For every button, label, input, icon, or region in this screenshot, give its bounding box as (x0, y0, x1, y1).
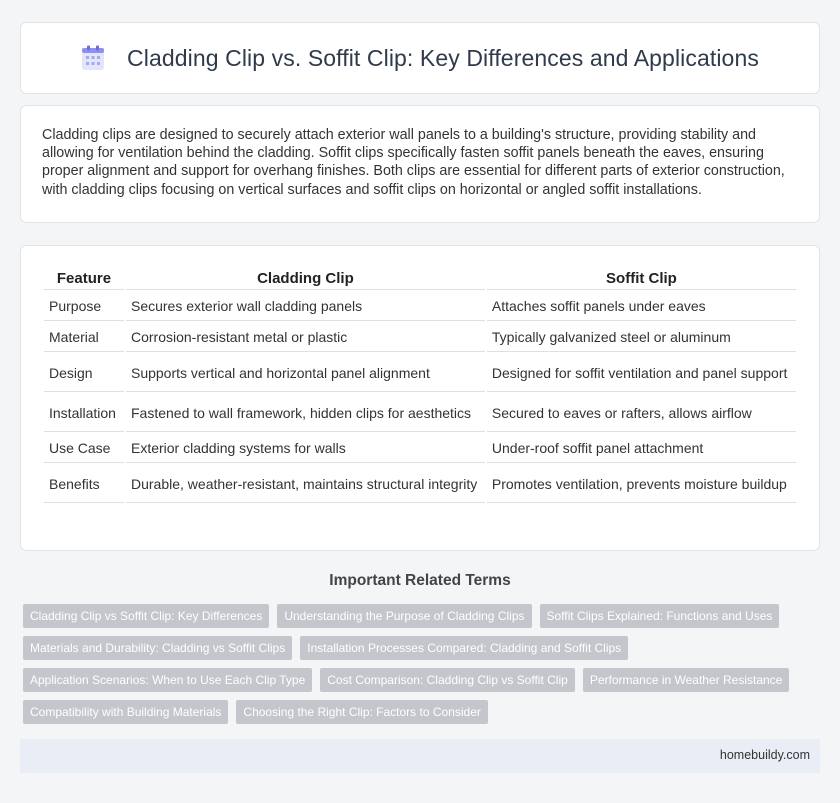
related-terms-title: Important Related Terms (329, 572, 511, 589)
table-cell-feature: Design (44, 354, 124, 392)
table-row (44, 354, 796, 392)
table-cell-soffit: Designed for soffit ventilation and panel support (487, 354, 796, 392)
comparison-card (20, 245, 820, 551)
related-term-tag[interactable]: Materials and Durability: Cladding vs Soffit Clips (23, 636, 292, 660)
table-cell-soffit: Attaches soffit panels under eaves (487, 292, 796, 321)
table-row (44, 465, 796, 503)
table-cell-cladding: Secures exterior wall cladding panels (126, 292, 485, 321)
intro-paragraph: Cladding clips are designed to securely attach exterior wall panels to a building's structure, providing stability and allowing for ventilation behind the cladding. Soffit clips specifically fasten soffit panels beneath the eaves, ensuring proper alignment and support for overhang finishes. Both clips are essential for different parts of exterior construction, with cladding clips focusing on vertical surfaces and soffit clips on horizontal or angled soffit installations. (42, 127, 785, 198)
related-term-tag[interactable]: Cladding Clip vs Soffit Clip: Key Differences (23, 604, 269, 628)
title-wrap (81, 45, 759, 72)
column-header-soffit: Soffit Clip (487, 268, 796, 290)
table-header-row (44, 268, 796, 290)
table-row (44, 434, 796, 463)
table-cell-cladding: Durable, weather-resistant, maintains structural integrity (126, 465, 485, 503)
comparison-table (42, 266, 798, 505)
table-cell-feature: Use Case (44, 434, 124, 463)
footer-site-link[interactable]: homebuildy.com (719, 748, 810, 762)
table-cell-soffit: Promotes ventilation, prevents moisture buildup (487, 465, 796, 503)
related-terms-list (23, 604, 803, 724)
header-card (20, 22, 820, 94)
building-icon (81, 45, 105, 71)
page-title: Cladding Clip vs. Soffit Clip: Key Differences and Applications (127, 44, 759, 71)
table-cell-soffit: Secured to eaves or rafters, allows airflow (487, 394, 796, 432)
related-term-tag[interactable]: Choosing the Right Clip: Factors to Consider (236, 700, 487, 724)
table-cell-feature: Material (44, 323, 124, 352)
column-header-cladding: Cladding Clip (126, 268, 485, 290)
table-cell-soffit: Typically galvanized steel or aluminum (487, 323, 796, 352)
table-cell-feature: Benefits (44, 465, 124, 503)
related-term-tag[interactable]: Cost Comparison: Cladding Clip vs Soffit Clip (320, 668, 575, 692)
footer (20, 739, 820, 773)
related-term-tag[interactable]: Compatibility with Building Materials (23, 700, 228, 724)
table-cell-feature: Installation (44, 394, 124, 432)
intro-card (20, 105, 820, 223)
table-cell-cladding: Supports vertical and horizontal panel alignment (126, 354, 485, 392)
table-cell-feature: Purpose (44, 292, 124, 321)
table-cell-cladding: Corrosion-resistant metal or plastic (126, 323, 485, 352)
table-cell-soffit: Under-roof soffit panel attachment (487, 434, 796, 463)
table-cell-cladding: Exterior cladding systems for walls (126, 434, 485, 463)
table-row (44, 323, 796, 352)
table-cell-cladding: Fastened to wall framework, hidden clips for aesthetics (126, 394, 485, 432)
column-header-feature: Feature (44, 268, 124, 290)
related-term-tag[interactable]: Performance in Weather Resistance (583, 668, 790, 692)
table-row (44, 292, 796, 321)
related-term-tag[interactable]: Understanding the Purpose of Cladding Clips (277, 604, 531, 628)
related-term-tag[interactable]: Soffit Clips Explained: Functions and Uses (540, 604, 780, 628)
table-row (44, 394, 796, 432)
related-term-tag[interactable]: Installation Processes Compared: Cladding and Soffit Clips (300, 636, 628, 660)
related-term-tag[interactable]: Application Scenarios: When to Use Each Clip Type (23, 668, 312, 692)
